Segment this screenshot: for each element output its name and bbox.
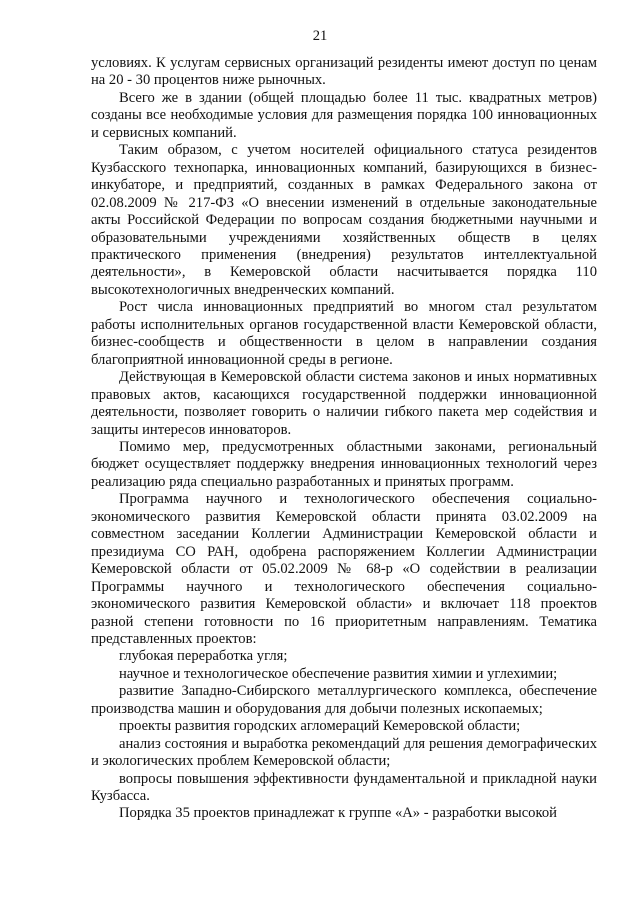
document-body bbox=[91, 55, 597, 823]
list-item: вопросы повышения эффективности фундаментальной и прикладной науки Кузбасса. bbox=[91, 770, 597, 805]
paragraph: Действующая в Кемеровской области система законов и иных нормативных правовых актов, касающихся государственной поддержки инновационной деятельности, позволяет говорить о наличии гибкого пакета мер содействия и защиты интересов инноваторов. bbox=[91, 369, 597, 438]
list-item: научное и технологическое обеспечение развития химии и углехимии; bbox=[119, 665, 558, 682]
paragraph: условиях. К услугам сервисных организаций резиденты имеют доступ по ценам на 20 - 30 процентов ниже рыночных. bbox=[91, 55, 597, 89]
list-item: развитие Западно-Сибирского металлургического комплекса, обеспечение производства машин и оборудования для добычи полезных ископаемых; bbox=[91, 683, 597, 717]
paragraph: Помимо мер, предусмотренных областными законами, региональный бюджет осуществляет поддержку внедрения инновационных технологий через реализацию ряда специально разработанных и принятых программ. bbox=[91, 438, 597, 490]
page-number: 21 bbox=[312, 28, 328, 44]
paragraph: Таким образом, с учетом носителей официального статуса резидентов Кузбасского технопарка, инновационных компаний, базирующихся в бизнес-инкубаторе, и предприятий, созданных в рамках Федерального закона от 02.08.2009 № 217-ФЗ «О внесении изменений в отдельные законодательные акты Российской Федерации по вопросам создания бюджетными научными и образовательными учреждениями хозяйственных обществ в целях практического применения (внедрения) результатов интеллектуальной деятельности», в Кемеровской области насчитывается порядка 110 высокотехнологичных внедренческих компаний. bbox=[91, 142, 597, 298]
list-item: глубокая переработка угля; bbox=[119, 648, 288, 665]
paragraph-final: Порядка 35 проектов принадлежат к группе «А» - разработки высокой bbox=[119, 805, 557, 822]
list-item: анализ состояния и выработка рекомендаций для решения демографических и экологических проблем Кемеровской области; bbox=[91, 735, 597, 770]
paragraph: Всего же в здании (общей площадью более 11 тыс. квадратных метров) созданы все необходимые условия для размещения порядка 100 инновационных и сервисных компаний. bbox=[91, 89, 597, 141]
list-item: проекты развития городских агломераций Кемеровской области; bbox=[119, 718, 521, 735]
paragraph: Программа научного и технологического обеспечения социально-экономического развития Кемеровской области принята 03.02.2009 на совместном заседании Коллегии Администрации Кемеровской области и президиума СО РАН, одобрена распоряжением Коллегии Администрации Кемеровской области от 05.02.2009 № 68-р «О содействии в реализации Программы научного и технологического обеспечения социально-экономического развития Кемеровской области» и включает 118 проектов разной степени готовности по 16 приоритетным направлениям. Тематика представленных проектов: bbox=[91, 491, 597, 647]
paragraph: Рост числа инновационных предприятий во многом стал результатом работы исполнительных органов государственной власти Кемеровской области, бизнес-сообществ и общественности в целом в направлении создания благоприятной инновационной среды в регионе. bbox=[91, 299, 597, 368]
